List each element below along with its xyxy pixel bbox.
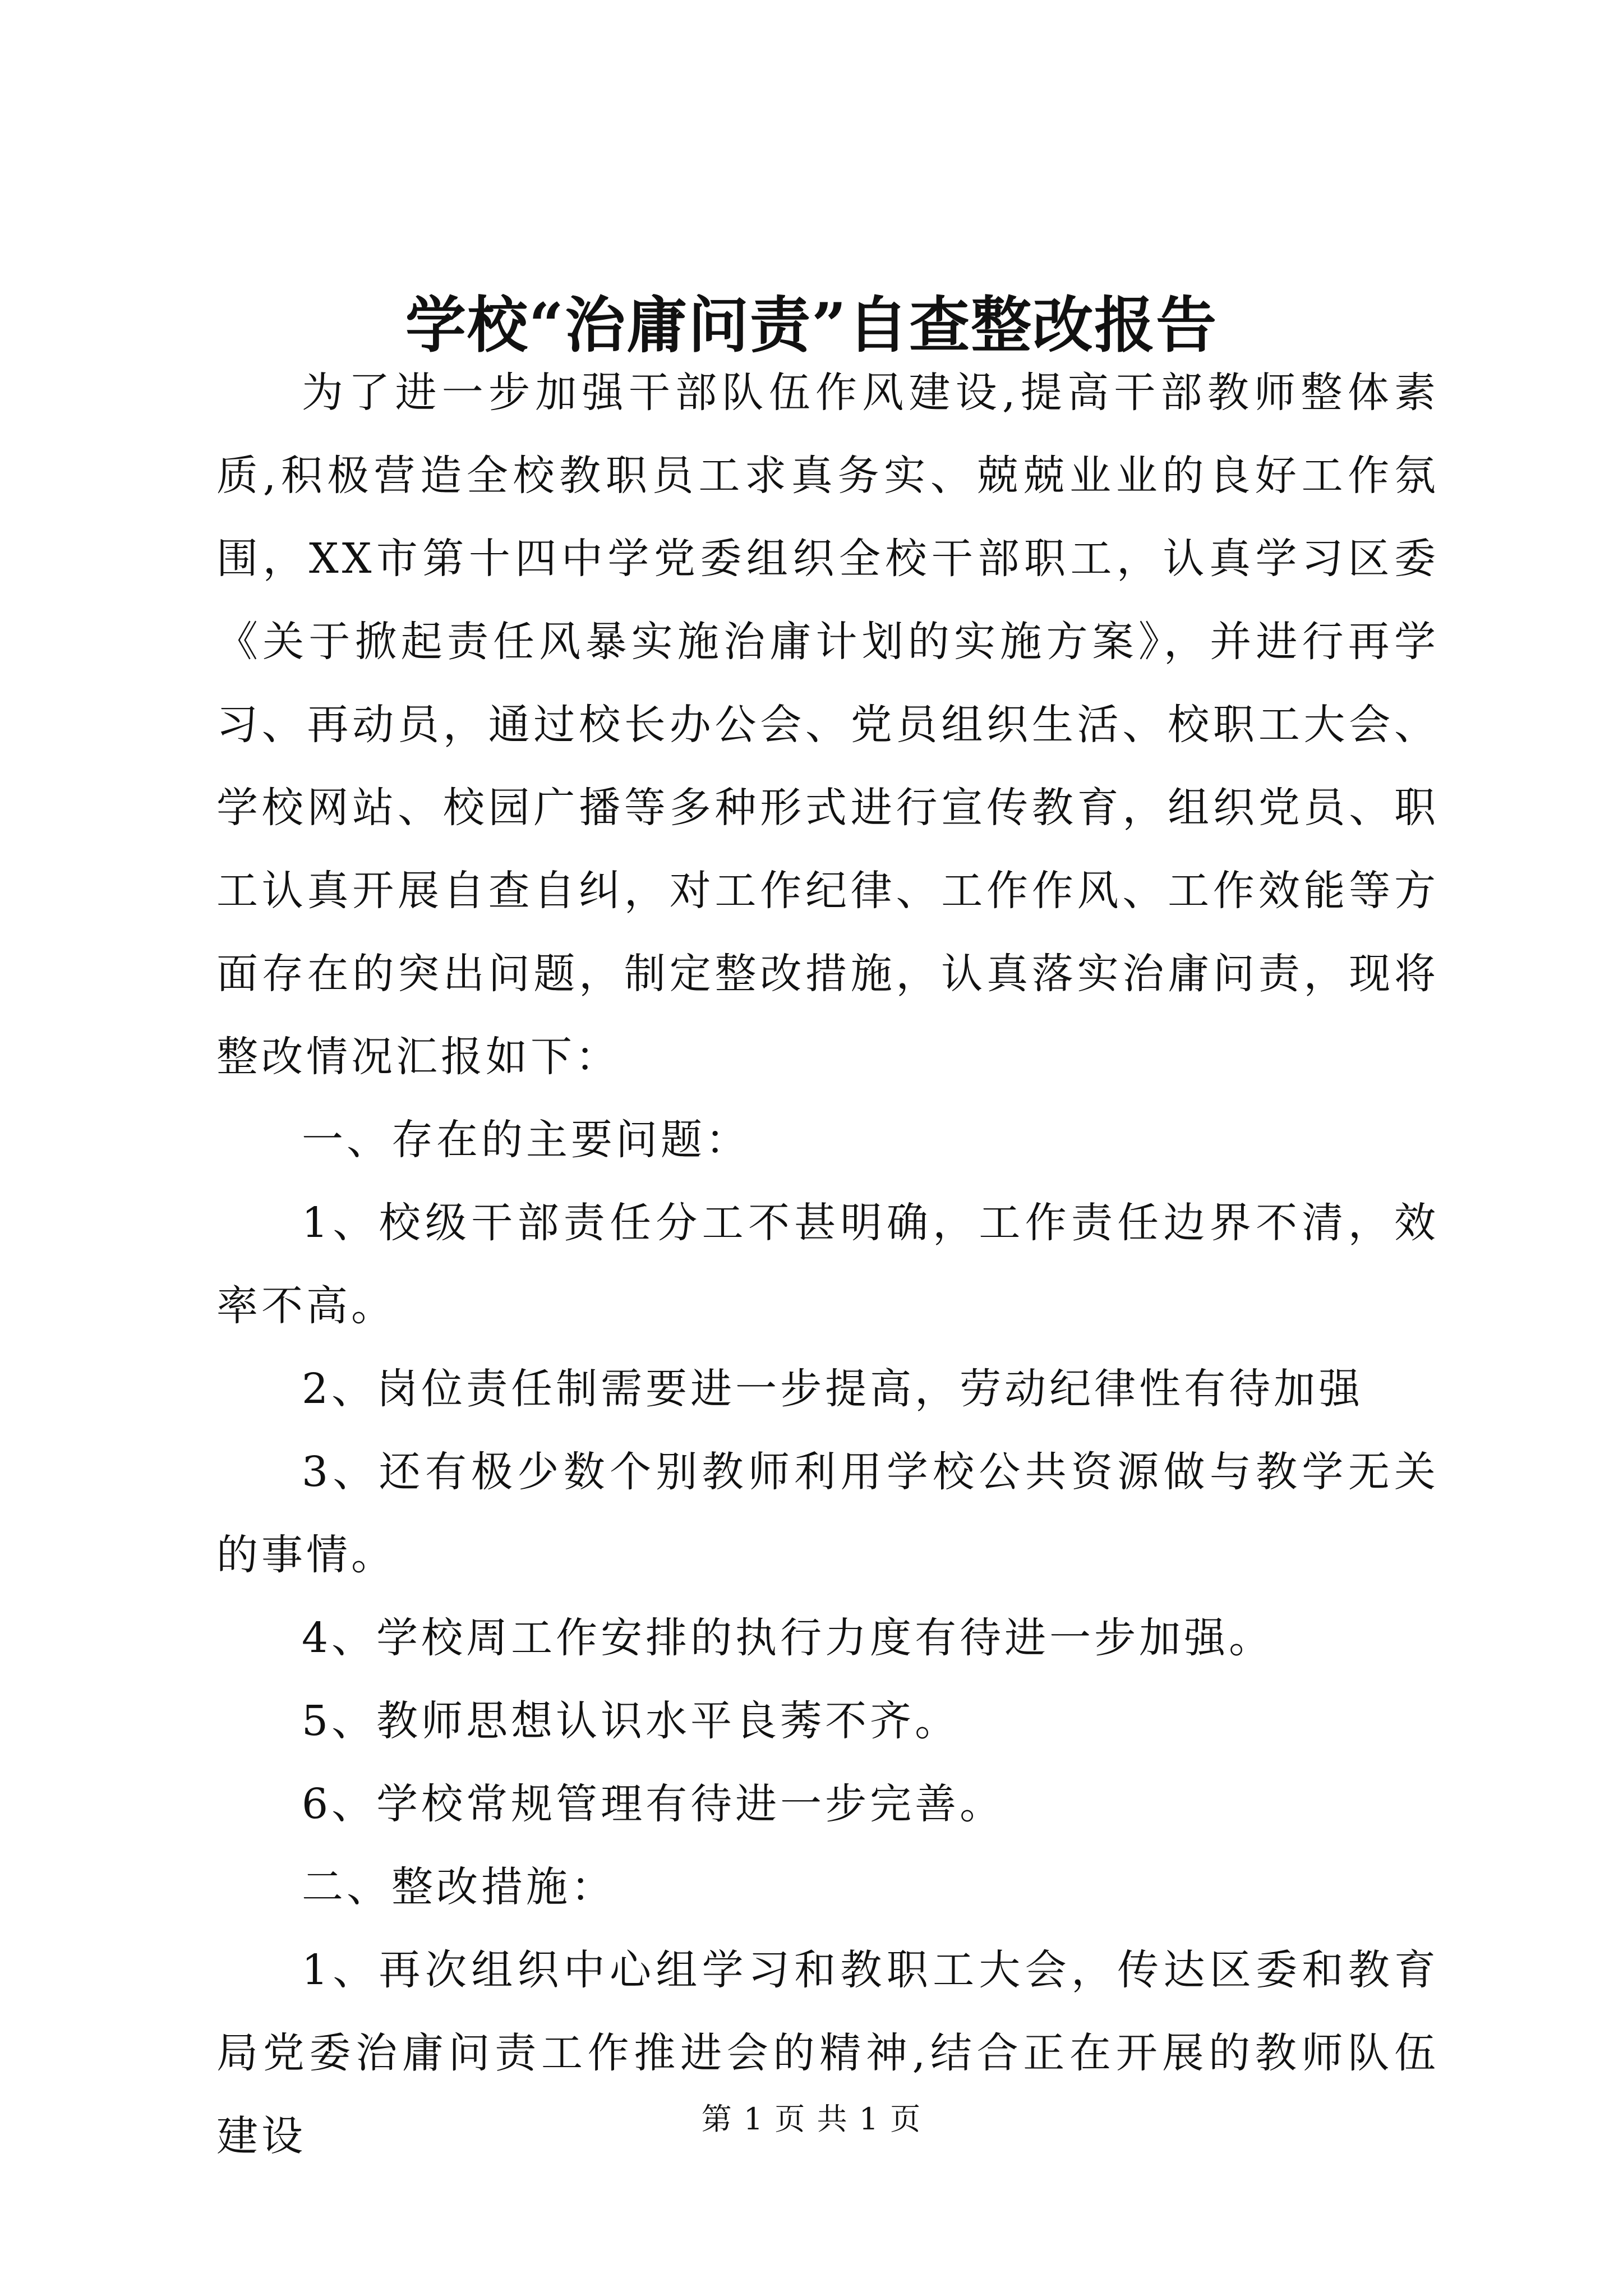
page-footer: 第 1 页 共 1 页: [701, 2101, 922, 2137]
problem-item-2: 2、岗位责任制需要进一步提高，劳动纪律性有待加强: [302, 1365, 1364, 1413]
problem-item-4: 4、学校周工作安排的执行力度有待进一步加强。: [302, 1614, 1274, 1662]
problem-item-6: 6、学校常规管理有待进一步完善。: [302, 1780, 1005, 1828]
section-heading-problems: 一、存在的主要问题：: [302, 1116, 750, 1164]
intro-paragraph: 为了进一步加强干部队伍作风建设,提高干部教师整体素质,积极营造全校教职员工求真务实、兢兢业业的良好工作氛围，XX市第十四中学党委组织全校干部职工，认真学习区委《关于掀起责任风暴实施治庸计划的实施方案》，并进行再学习、再动员，通过校长办公会、党员组织生活、校职工大会、学校网站、校园广播等多种形式进行宣传教育，组织党员、职工认真开展自查自纠，对工作纪律、工作作风、工作效能等方面存在的突出问题，制定整改措施，认真落实治庸问责，现将整改情况汇报如下：: [216, 369, 1439, 1081]
document-title: 学校“治庸问责”自查整改报告: [405, 290, 1218, 361]
section-heading-measures: 二、整改措施：: [302, 1863, 616, 1911]
document-body: [216, 351, 1439, 2178]
problem-item-1: 1、校级干部责任分工不甚明确，工作责任边界不清，效率不高。: [216, 1199, 1439, 1330]
measure-item-1: 1、再次组织中心组学习和教职工大会，传达区委和教育局党委治庸问责工作推进会的精神,结合正在开展的教师队伍建设: [216, 1946, 1439, 2160]
problem-item-3: 3、还有极少数个别教师利用学校公共资源做与教学无关的事情。: [216, 1448, 1439, 1579]
problem-item-5: 5、教师思想认识水平良莠不齐。: [302, 1697, 960, 1745]
